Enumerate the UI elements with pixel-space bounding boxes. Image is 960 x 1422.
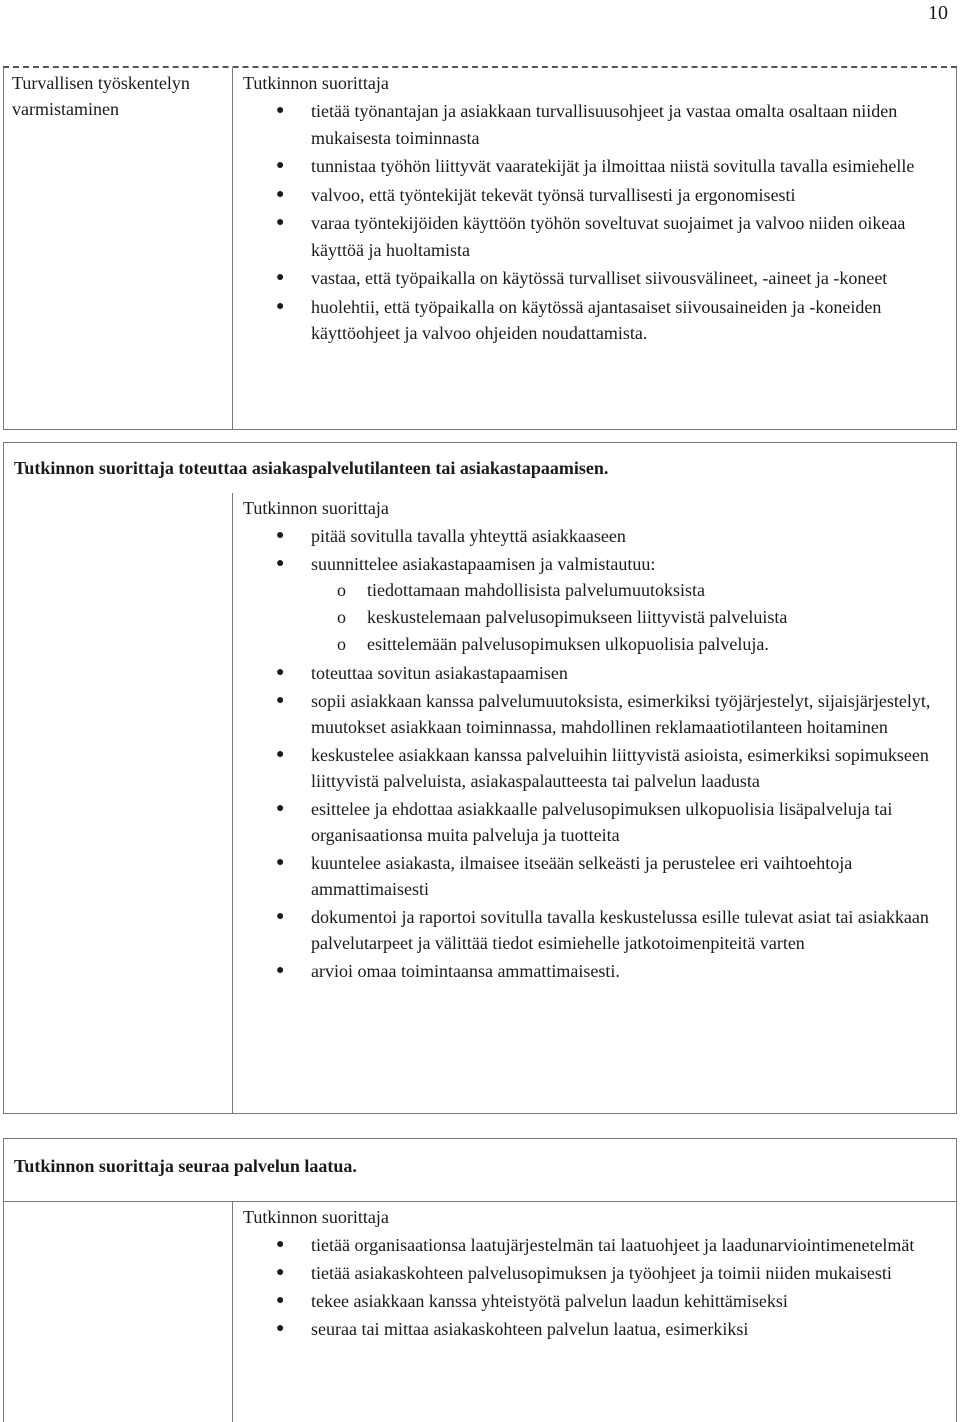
criteria-list <box>243 523 956 984</box>
section-safety <box>3 66 957 430</box>
list-item: ● arvioi omaa toimintaansa ammattimaisesti. <box>243 958 956 984</box>
list-item: ● tekee asiakkaan kanssa yhteistyötä palvelun laadun kehittämiseksi <box>243 1288 956 1314</box>
list-item: ● toteuttaa sovitun asiakastapaamisen <box>243 660 956 686</box>
list-item: ● sopii asiakkaan kanssa palvelumuutoksista, esimerkiksi työjärjestelyt, sijaisjärjestelyt, muutokset asiakkaan toiminnassa, mahdollinen reklamaatiotilanteen hoitaminen <box>243 688 956 740</box>
list-item: ● esittelee ja ehdottaa asiakkaalle palvelusopimuksen ulkopuolisia lisäpalveluja tai organisaationsa muita palveluja ja tuotteita <box>243 796 956 848</box>
row-label-empty <box>4 1202 233 1422</box>
section-quality <box>3 1138 957 1422</box>
criteria-cell <box>233 68 956 429</box>
list-item: ● valvoo, että työntekijät tekevät työnsä turvallisesti ja ergonomisesti <box>243 182 956 209</box>
list-item: ● tietää asiakaskohteen palvelusopimuksen ja työohjeet ja toimii niiden mukaisesti <box>243 1260 956 1286</box>
circle-bullet-icon: o <box>337 607 346 627</box>
section-title: Tutkinnon suorittaja seuraa palvelun laatua. <box>3 1139 957 1202</box>
intro-text: Tutkinnon suorittaja <box>243 498 389 518</box>
section-title: Tutkinnon suorittaja toteuttaa asiakaspalvelutilanteen tai asiakastapaamisen. <box>3 443 957 493</box>
list-item: ● tunnistaa työhön liittyvät vaaratekijät ja ilmoittaa niistä sovitulla tavalla esimiehelle <box>243 153 956 180</box>
sub-item-text: tiedottamaan mahdollisista palvelumuutoksista <box>367 580 705 600</box>
circle-bullet-icon: o <box>337 580 346 600</box>
list-item: ● pitää sovitulla tavalla yhteyttä asiakkaaseen <box>243 523 956 549</box>
criteria-cell <box>233 1202 956 1422</box>
row-label: Turvallisen työskentelyn varmistaminen <box>4 68 233 429</box>
list-item: ● tietää organisaationsa laatujärjestelmän tai laatuohjeet ja laadunarviointimenetelmät <box>243 1232 956 1258</box>
list-item: ● kuuntelee asiakasta, ilmaisee itseään selkeästi ja perustelee eri vaihtoehtoja ammattimaisesti <box>243 850 956 902</box>
list-item <box>243 551 956 658</box>
list-item: ● dokumentoi ja raportoi sovitulla tavalla keskustelussa esille tulevat asiat tai asiakkaan palvelutarpeet ja välittää tiedot esimiehelle jatkotoimenpiteitä varten <box>243 904 956 956</box>
list-item: ● tietää työnantajan ja asiakkaan turvallisuusohjeet ja vastaa omalta osaltaan niiden mukaisesta toiminnasta <box>243 98 956 151</box>
sub-item-text: keskustelemaan palvelusopimukseen liittyvistä palveluista <box>367 607 788 627</box>
sub-list-item <box>311 577 956 604</box>
list-item-text: suunnittelee asiakastapaamisen ja valmistautuu: <box>311 554 656 574</box>
criteria-list <box>243 1232 956 1342</box>
criteria-list <box>243 98 956 347</box>
page-number: 10 <box>928 2 948 24</box>
sub-item-text: esittelemään palvelusopimuksen ulkopuolisia palveluja. <box>367 634 769 654</box>
list-item: ● seuraa tai mittaa asiakaskohteen palvelun laatua, esimerkiksi <box>243 1316 956 1342</box>
list-item: ● vastaa, että työpaikalla on käytössä turvalliset siivousvälineet, -aineet ja -koneet <box>243 265 956 292</box>
list-item: ● varaa työntekijöiden käyttöön työhön soveltuvat suojaimet ja valvoo niiden oikeaa käyttöä ja huoltamista <box>243 210 956 263</box>
circle-bullet-icon: o <box>337 634 346 654</box>
list-item: ● huolehtii, että työpaikalla on käytössä ajantasaiset siivousaineiden ja -koneiden käyttöohjeet ja valvoo ohjeiden noudattamista. <box>243 294 956 347</box>
sub-list-item <box>311 631 956 658</box>
sub-list <box>311 577 956 658</box>
criteria-cell <box>233 493 956 1113</box>
list-item: ● keskustelee asiakkaan kanssa palveluihin liittyvistä asioista, esimerkiksi sopimukseen liittyvistä palveluista, asiakaspalautteesta tai palvelun laadusta <box>243 742 956 794</box>
section-customer-service <box>3 442 957 1114</box>
row-label-empty <box>4 493 233 1113</box>
intro-text: Tutkinnon suorittaja <box>243 73 389 93</box>
intro-text: Tutkinnon suorittaja <box>243 1207 389 1227</box>
sub-list-item <box>311 604 956 631</box>
